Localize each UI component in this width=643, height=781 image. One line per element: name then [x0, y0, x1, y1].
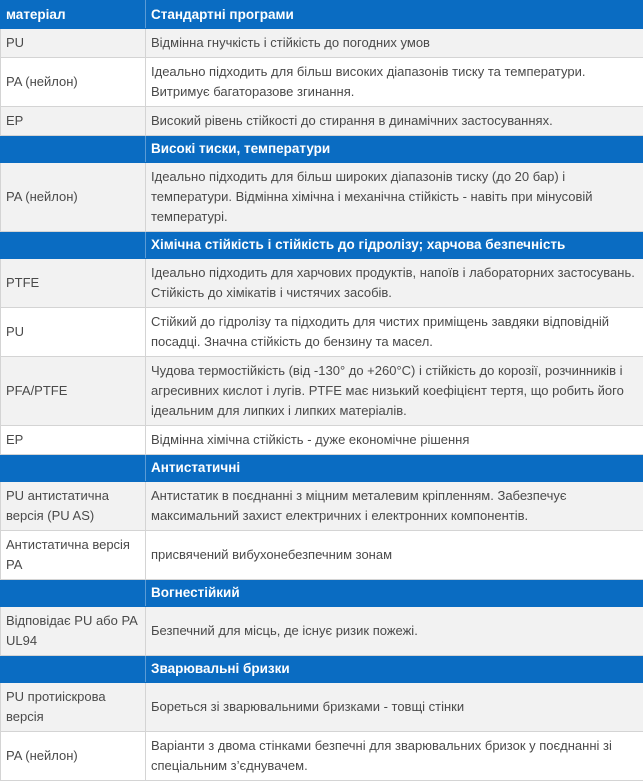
description-cell: Варіанти з двома стінками безпечні для зварювальних бризок у поєднанні зі спеціальним з’єднувачем.: [146, 732, 643, 781]
section-header-row: [1, 656, 643, 683]
description-cell: присвячений вибухонебезпечним зонам: [146, 531, 643, 580]
section-title: Високі тиски, температури: [146, 136, 643, 163]
description-cell: Ідеально підходить для більш широких діапазонів тиску (до 20 бар) і температури. Відмінна хімічна і механічна стійкість - навіть при мінусовій температурі.: [146, 163, 643, 232]
material-cell: PU: [1, 308, 146, 357]
table-row: [1, 426, 643, 455]
table-row: [1, 607, 643, 656]
material-cell: PA (нейлон): [1, 163, 146, 232]
description-cell: Антистатик в поєднанні з міцним металевим кріпленням. Забезпечує максимальний захист електричних і електронних компонентів.: [146, 482, 643, 531]
material-cell: PFA/PTFE: [1, 357, 146, 426]
description-cell: Ідеально підходить для харчових продуктів, напоїв і лабораторних застосувань. Стійкість до хімікатів і чистячих засобів.: [146, 259, 643, 308]
section-header-row: [1, 580, 643, 607]
material-cell: Відповідає PU або PA UL94: [1, 607, 146, 656]
description-cell: Безпечний для місць, де існує ризик пожежі.: [146, 607, 643, 656]
section-header-standard: Стандартні програми: [146, 1, 643, 29]
description-cell: Чудова термостійкість (від -130° до +260°C) і стійкість до корозії, розчинників і агресивних кислот і лугів. PTFE має низький коефіцієнт тертя, що робить його ідеальним для липких і липких матеріалів.: [146, 357, 643, 426]
table-row: [1, 163, 643, 232]
table-row: [1, 732, 643, 781]
table-row: [1, 531, 643, 580]
section-header-row: [1, 232, 643, 259]
table-row: [1, 308, 643, 357]
section-title: Антистатичні: [146, 455, 643, 482]
material-cell: EP: [1, 426, 146, 455]
table-row: [1, 683, 643, 732]
material-cell: Антистатична версія PA: [1, 531, 146, 580]
table-row: [1, 259, 643, 308]
table-row: [1, 58, 643, 107]
description-cell: Стійкий до гідролізу та підходить для чистих приміщень завдяки відповідній посадці. Значна стійкість до бензину та масел.: [146, 308, 643, 357]
section-title: Хімічна стійкість і стійкість до гідролізу; харчова безпечність: [146, 232, 643, 259]
description-cell: Ідеально підходить для більш високих діапазонів тиску та температури. Витримує багаторазове згинання.: [146, 58, 643, 107]
material-cell: PU протиіскрова версія: [1, 683, 146, 732]
material-cell: PA (нейлон): [1, 58, 146, 107]
table-row: [1, 357, 643, 426]
column-header-material: матеріал: [1, 1, 146, 29]
material-cell: EP: [1, 107, 146, 136]
material-cell: PTFE: [1, 259, 146, 308]
section-title: Вогнестійкий: [146, 580, 643, 607]
material-cell: PA (нейлон): [1, 732, 146, 781]
description-cell: Відмінна гнучкість і стійкість до погодних умов: [146, 29, 643, 58]
header-row: [1, 1, 643, 29]
description-cell: Відмінна хімічна стійкість - дуже економічне рішення: [146, 426, 643, 455]
section-header-row: [1, 455, 643, 482]
section-header-row: [1, 136, 643, 163]
material-cell: PU: [1, 29, 146, 58]
table-row: [1, 107, 643, 136]
description-cell: Високий рівень стійкості до стирання в динамічних застосуваннях.: [146, 107, 643, 136]
section-title: Зварювальні бризки: [146, 656, 643, 683]
description-cell: Бореться зі зварювальними бризками - товщі стінки: [146, 683, 643, 732]
table-row: [1, 29, 643, 58]
material-cell: PU антистатична версія (PU AS): [1, 482, 146, 531]
table-row: [1, 482, 643, 531]
